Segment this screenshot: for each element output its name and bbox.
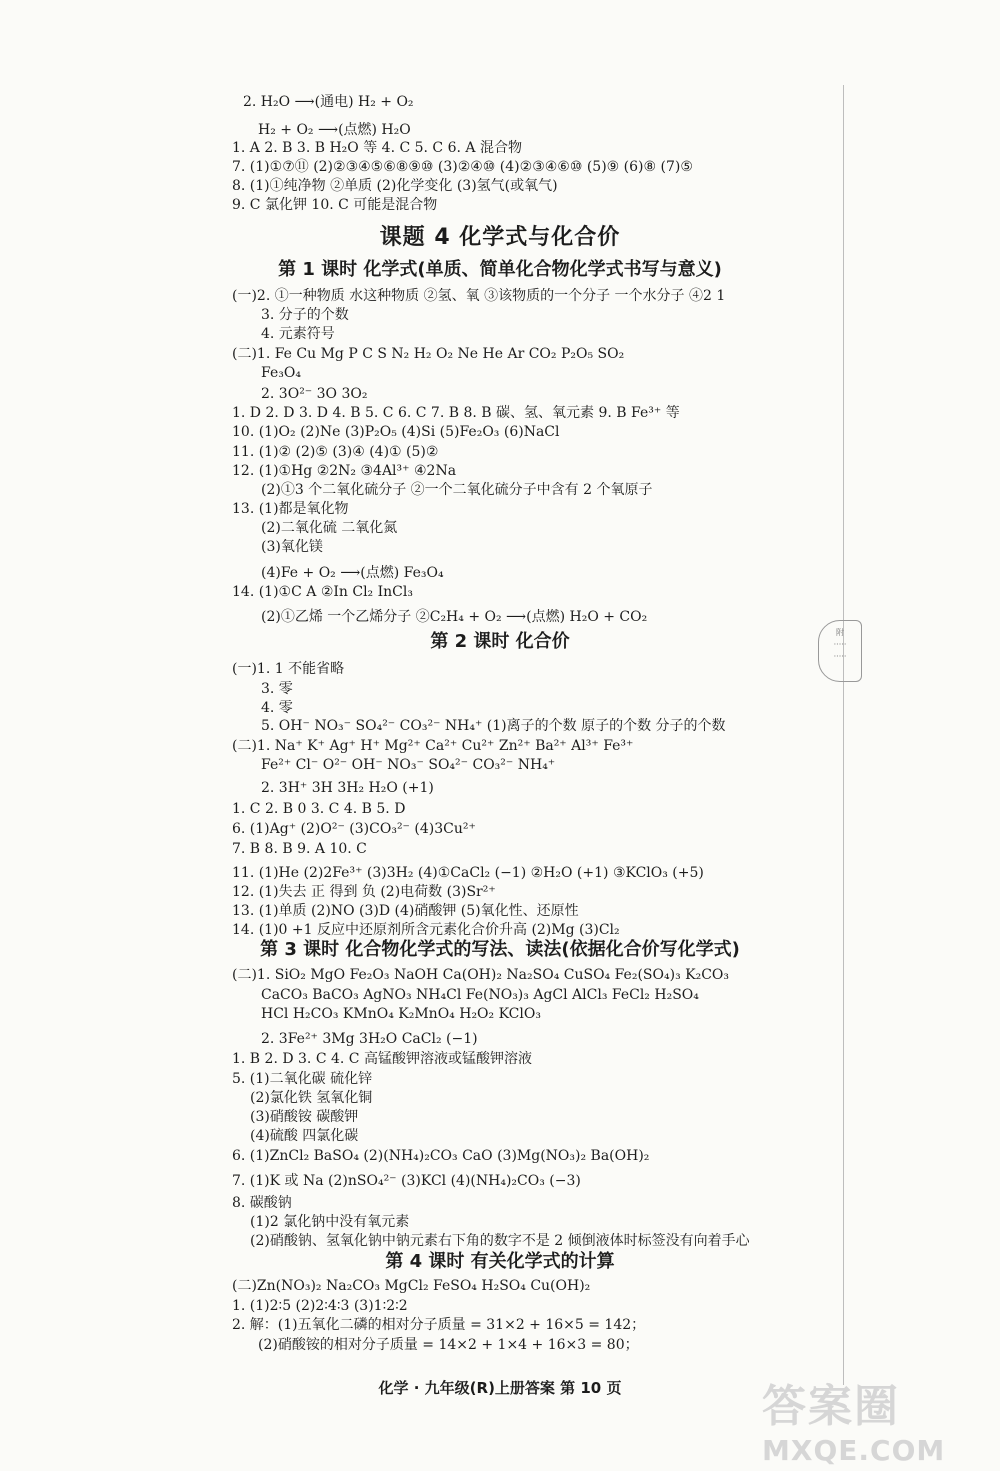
answer-line: 1. A 2. B 3. B H₂O 等 4. C 5. C 6. A 混合物 [232,140,522,156]
answer-line: 2. H₂O ⟶(通电) H₂ + O₂ [243,94,414,110]
answer-line: (二)Zn(NO₃)₂ Na₂CO₃ MgCl₂ FeSO₄ H₂SO₄ Cu(OH)₂ [232,1278,591,1294]
answer-line: 3. 零 [261,681,293,697]
answer-line: 1. C 2. B 0 3. C 4. B 5. D [232,801,406,817]
answer-line: (2)①乙烯 一个乙烯分子 ②C₂H₄ + O₂ ⟶(点燃) H₂O + CO₂ [261,609,648,625]
answer-line: 4. 零 [261,700,293,716]
watermark-cn: 答案圈 [762,1381,900,1432]
topic-title: 课题 4 化学式与化合价 [379,225,621,250]
lesson-title: 第 1 课时 化学式(单质、简单化合物化学式书写与意义) [278,259,722,280]
answer-line: 2. 3Fe²⁺ 3Mg 3H₂O CaCl₂ (−1) [261,1031,478,1047]
answer-line: 13. (1)都是氧化物 [232,501,349,517]
answer-line: (2)二氧化硫 二氧化氮 [261,520,398,536]
answer-line: HCl H₂CO₃ KMnO₄ K₂MnO₄ H₂O₂ KClO₃ [261,1006,541,1022]
answer-line: 12. (1)①Hg ②2N₂ ③4Al³⁺ ④2Na [232,463,457,479]
lesson-title: 第 2 课时 化合价 [430,631,570,652]
answer-line: 7. (1)K 或 Na (2)nSO₄²⁻ (3)KCl (4)(NH₄)₂CO₃ (−3) [232,1173,581,1189]
answer-line: 1. (1)2∶5 (2)2∶4∶3 (3)1∶2∶2 [232,1298,408,1314]
lesson-title: 第 3 课时 化合物化学式的写法、读法(依据化合价写化学式) [260,939,740,960]
answer-line: 10. (1)O₂ (2)Ne (3)P₂O₅ (4)Si (5)Fe₂O₃ (6)NaCl [232,424,560,440]
answer-line: (2)氯化铁 氢氧化铜 [250,1090,373,1106]
answer-line: 5. (1)二氧化碳 硫化锌 [232,1071,373,1087]
answer-line: (4)硫酸 四氯化碳 [250,1128,359,1144]
answer-line: 8. 碳酸钠 [232,1195,292,1211]
answer-line: (2)硝酸钠、氢氧化钠中钠元素右下角的数字不是 2 倾倒液体时标签没有向着手心 [250,1233,750,1249]
answer-line: (一)1. 1 不能省略 [232,661,345,677]
lesson-title: 第 4 课时 有关化学式的计算 [385,1251,615,1272]
page-footer: 化学 · 九年级(R)上册答案 第 10 页 [378,1379,622,1397]
answer-line: (1)2 氯化钠中没有氧元素 [250,1214,410,1230]
answer-line: 6. (1)Ag⁺ (2)O²⁻ (3)CO₃²⁻ (4)3Cu²⁺ [232,821,476,837]
answer-line: 11. (1)He (2)2Fe³⁺ (3)3H₂ (4)①CaCl₂ (−1) ②H₂O (+1) ③KClO₃ (+5) [232,865,704,881]
answer-line: 13. (1)单质 (2)NO (3)D (4)硝酸钾 (5)氧化性、还原性 [232,903,579,919]
answer-line: 2. 3O²⁻ 3O 3O₂ [261,386,368,402]
answer-line: 11. (1)② (2)⑤ (3)④ (4)① (5)② [232,444,439,460]
answer-line: (二)1. Na⁺ K⁺ Ag⁺ H⁺ Mg²⁺ Ca²⁺ Cu²⁺ Zn²⁺ Ba²⁺ Al³⁺ Fe³⁺ [232,738,634,754]
answer-line: 14. (1)①C A ②In Cl₂ InCl₃ [232,584,413,600]
answer-line: (2)①3 个二氧化硫分子 ②一个二氧化硫分子中含有 2 个氧原子 [261,482,653,498]
answer-line: 3. 分子的个数 [261,307,349,323]
answer-line: 6. (1)ZnCl₂ BaSO₄ (2)(NH₄)₂CO₃ CaO (3)Mg(NO₃)₂ Ba(OH)₂ [232,1148,650,1164]
answer-line: (一)2. ①一种物质 水这种物质 ②氢、氧 ③该物质的一个分子 一个水分子 ④2 1 [232,288,726,304]
answer-line: 9. C 氯化钾 10. C 可能是混合物 [232,197,438,213]
answer-line: 7. (1)①⑦⑪ (2)②③④⑤⑥⑧⑨⑩ (3)②④⑩ (4)②③④⑥⑩ (5)⑨ (6)⑧ (7)⑤ [232,159,693,175]
answer-line: (二)1. Fe Cu Mg P C S N₂ H₂ O₂ Ne He Ar CO₂ P₂O₅ SO₂ [232,346,625,362]
answer-line: 14. (1)0 +1 反应中还原剂所含元素化合价升高 (2)Mg (3)Cl₂ [232,922,620,938]
answer-line: 2. 3H⁺ 3H 3H₂ H₂O (+1) [261,780,434,796]
answer-line: Fe²⁺ Cl⁻ O²⁻ OH⁻ NO₃⁻ SO₄²⁻ CO₃²⁻ NH₄⁺ [261,757,556,773]
answer-line: H₂ + O₂ ⟶(点燃) H₂O [258,122,411,138]
answer-line: Fe₃O₄ [261,365,301,381]
watermark-en: MXQE.COM [762,1434,946,1467]
answer-line: (二)1. SiO₂ MgO Fe₂O₃ NaOH Ca(OH)₂ Na₂SO₄ CuSO₄ Fe₂(SO₄)₃ K₂CO₃ [232,967,729,983]
site-watermark-image [762,1370,977,1465]
answer-line: (4)Fe + O₂ ⟶(点燃) Fe₃O₄ [261,565,444,581]
margin-stamp-image: 附 ····· ····· [818,620,862,682]
answer-line: 4. 元素符号 [261,326,335,342]
answer-line: 5. OH⁻ NO₃⁻ SO₄²⁻ CO₃²⁻ NH₄⁺ (1)离子的个数 原子的个数 分子的个数 [261,718,726,734]
answer-line: 8. (1)①纯净物 ②单质 (2)化学变化 (3)氢气(或氧气) [232,178,558,194]
answer-line: 1. B 2. D 3. C 4. C 高锰酸钾溶液或锰酸钾溶液 [232,1051,532,1067]
answer-line: 12. (1)失去 正 得到 负 (2)电荷数 (3)Sr²⁺ [232,884,496,900]
answer-line: 2. 解：(1)五氧化二磷的相对分子质量 = 31×2 + 16×5 = 142； [232,1317,646,1333]
answer-line: 7. B 8. B 9. A 10. C [232,841,367,857]
answer-line: CaCO₃ BaCO₃ AgNO₃ NH₄Cl Fe(NO₃)₃ AgCl AlCl₃ FeCl₂ H₂SO₄ [261,987,699,1003]
answer-line: (2)硝酸铵的相对分子质量 = 14×2 + 1×4 + 16×3 = 80； [258,1337,639,1353]
answer-line: 1. D 2. D 3. D 4. B 5. C 6. C 7. B 8. B 碳、氢、氧元素 9. B Fe³⁺ 等 [232,405,680,421]
answer-line: (3)硝酸铵 碳酸钾 [250,1109,359,1125]
answer-line: (3)氧化镁 [261,539,323,555]
